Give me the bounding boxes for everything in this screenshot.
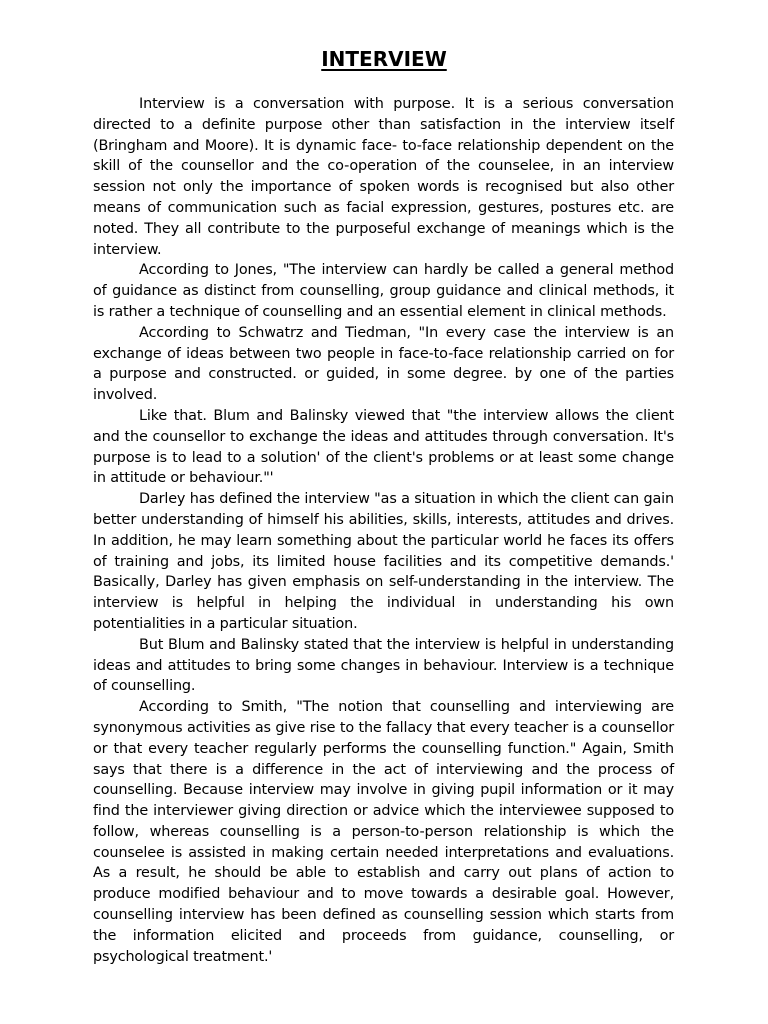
paragraph-definition: Interview is a conversation with purpose. It is a serious conversation directed to a definite purpose other than satisfaction in the interview itself (Bringham and Moore). It is dynamic face- to-face relationship dependent on the skill of the counsellor and the co-operation of the counselee, in an interview session not only the importance of spoken words is recognised but also other means of communication such as facial expression, gestures, postures etc. are noted. They all contribute to the purposeful exchange of meanings which is the interview. — [93, 96, 674, 258]
paragraph-darley: Darley has defined the interview "as a situation in which the client can gain better understanding of himself his abilities, skills, interests, attitudes and drives. In addition, he may learn something about the particular world he faces its offers of training and jobs, its limited house facilities and its competitive demands.' Basically, Darley has given emphasis on self-understanding in the interview. The interview is helpful in helping the individual in understanding his own potentialities in a particular situation. — [93, 491, 674, 632]
document-body — [93, 94, 674, 967]
paragraph-jones: According to Jones, "The interview can hardly be called a general method of guidance as distinct from counselling, group guidance and clinical methods, it is rather a technique of counselling and an essential element in clinical methods. — [93, 262, 674, 320]
paragraph-smith: According to Smith, "The notion that counselling and interviewing are synonymous activities as give rise to the fallacy that every teacher is a counsellor or that every teacher regularly performs the counselling function." Again, Smith says that there is a difference in the act of interviewing and the process of counselling. Because interview may involve in giving pupil information or it may find the interviewer giving direction or advice which the interviewee supposed to follow, whereas counselling is a person-to-person relationship is which the counselee is assisted in making certain needed interpretations and evaluations. As a result, he should be able to establish and carry out plans of action to produce modified behaviour and to move towards a desirable goal. However, counselling interview has been defined as counselling session which starts from the information elicited and proceeds from guidance, counselling, or psychological treatment.' — [93, 699, 674, 965]
paragraph-blum-balinsky-statement: But Blum and Balinsky stated that the interview is helpful in understanding ideas and attitudes to bring some changes in behaviour. Interview is a technique of counselling. — [93, 636, 674, 695]
page-title: INTERVIEW — [321, 47, 447, 71]
paragraph-schwatrz-tiedman: According to Schwatrz and Tiedman, "In every case the interview is an exchange of ideas between two people in face-to-face relationship carried on for a purpose and constructed. or guided, in some degree. by one of the parties involved. — [93, 324, 674, 404]
paragraph-blum-balinsky-view: Like that. Blum and Balinsky viewed that "the interview allows the client and the counsellor to exchange the ideas and attitudes through conversation. It's purpose is to lead to a solution' of the client's problems or at least some change in attitude or behaviour."' — [93, 407, 674, 487]
